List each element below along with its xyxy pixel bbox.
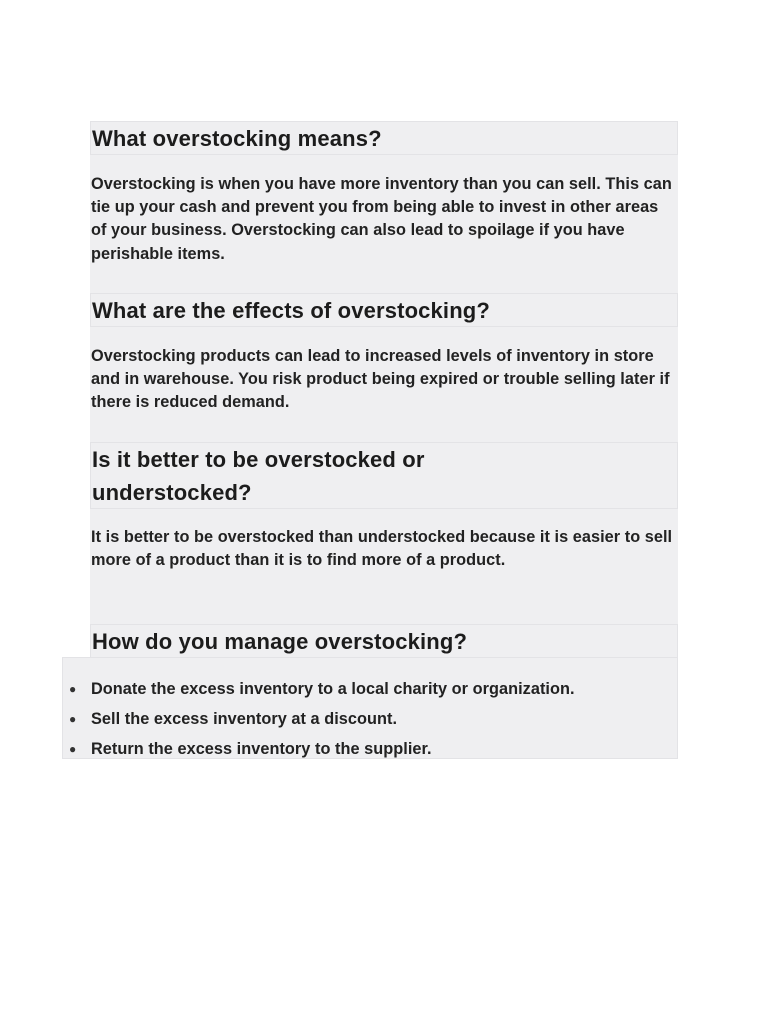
bullet-icon: ●: [69, 712, 77, 726]
answer-block: [90, 155, 678, 294]
answer-text: Overstocking products can lead to increased levels of inventory in store and in warehouse. You risk product being expired or trouble selling later if there is reduced demand.: [91, 347, 670, 412]
answer-block: [90, 327, 678, 443]
bullet-icon: ●: [69, 742, 77, 756]
bullet-list-block: [62, 657, 678, 759]
question-block: [90, 442, 678, 509]
question-block: [90, 121, 678, 155]
answer-text: Overstocking is when you have more inventory than you can sell. This can tie up your cash and prevent you from being able to invest in other areas of your business. Overstocking can also lead to spoilage if you have perishable items.: [91, 175, 672, 263]
bullet-list: [63, 674, 679, 764]
question-block: [90, 293, 678, 327]
question-heading: How do you manage overstocking?: [92, 629, 468, 654]
list-item: [63, 674, 679, 704]
question-heading: What overstocking means?: [92, 126, 382, 151]
answer-text: It is better to be overstocked than understocked because it is easier to sell more of a product than it is to find more of a product.: [91, 528, 673, 570]
list-item-text: Return the excess inventory to the supplier.: [91, 740, 432, 758]
question-heading: What are the effects of overstocking?: [92, 298, 490, 323]
question-block: [90, 624, 678, 658]
question-heading: Is it better to be overstocked or understocked?: [92, 447, 425, 505]
list-item-text: Sell the excess inventory at a discount.: [91, 710, 398, 728]
list-item: [63, 704, 679, 734]
list-item-text: Donate the excess inventory to a local charity or organization.: [91, 680, 575, 698]
answer-block: [90, 509, 678, 625]
list-item: [63, 734, 679, 764]
bullet-icon: ●: [69, 682, 77, 696]
